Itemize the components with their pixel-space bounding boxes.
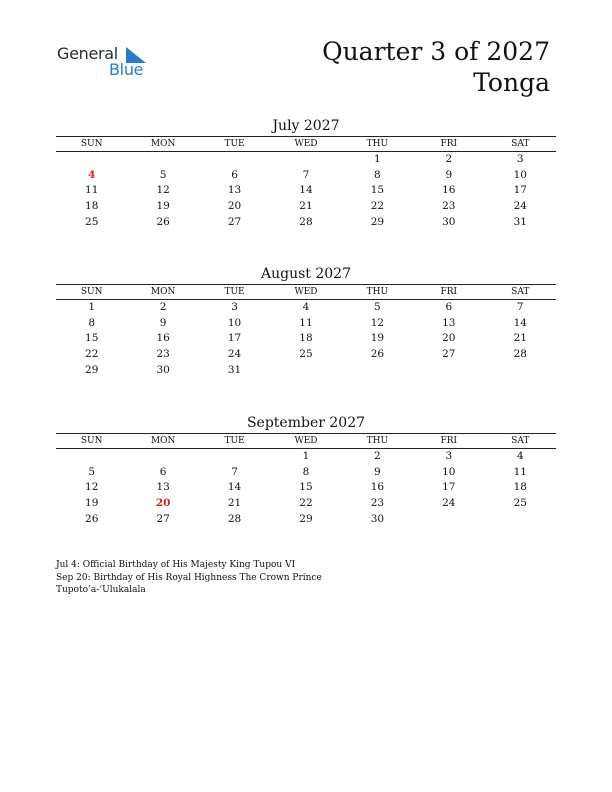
weekday-header-row (56, 137, 556, 152)
day-cell: 22 (370, 200, 385, 213)
day-cell: 28 (513, 348, 527, 361)
day-cell: 3 (516, 153, 524, 165)
day-cell: 10 (442, 465, 456, 478)
day-cell: 16 (442, 184, 456, 197)
day-cell: 20 (155, 497, 171, 510)
day-cell: 25 (85, 215, 99, 228)
day-cell: 22 (85, 348, 99, 361)
holiday-note: Jul 4: Official Birthday of His Majesty King Tupou VI (56, 560, 296, 570)
month-table (56, 433, 556, 528)
weekday-header: SAT (485, 285, 556, 300)
day-cell: 1 (302, 450, 310, 462)
weekday-header: TUE (199, 285, 270, 300)
day-cell: 27 (442, 348, 456, 361)
day-cell: 22 (299, 497, 313, 510)
day-cell: 7 (302, 168, 310, 181)
day-cell: 3 (231, 301, 238, 313)
day-cell: 10 (513, 168, 527, 181)
day-cell: 26 (85, 512, 99, 525)
day-cell: 1 (88, 301, 96, 313)
day-cell: 21 (227, 497, 242, 510)
day-cell: 15 (370, 184, 385, 197)
weekday-header: FRI (413, 285, 484, 300)
day-cell: 2 (159, 301, 167, 313)
month-table (56, 136, 556, 231)
day-cell (56, 449, 127, 465)
weekday-header: MON (127, 434, 198, 449)
day-cell: 11 (513, 465, 527, 478)
weekday-header: THU (342, 434, 413, 449)
week-row (56, 316, 556, 332)
day-cell: 5 (374, 301, 381, 313)
day-cell: 11 (299, 316, 313, 329)
day-cell: 18 (513, 481, 527, 494)
weekday-header: MON (127, 137, 198, 152)
weekday-header-row (56, 285, 556, 300)
day-cell: 3 (445, 450, 453, 462)
day-cell: 24 (442, 497, 456, 510)
week-row (56, 300, 556, 316)
day-cell: 9 (445, 168, 453, 181)
day-cell: 7 (516, 301, 524, 313)
day-cell: 13 (227, 184, 242, 197)
weekday-header: WED (270, 137, 341, 152)
day-cell: 16 (156, 332, 170, 345)
logo-text-general: General (57, 44, 118, 63)
generalblue-logo (57, 44, 167, 84)
day-cell (127, 152, 198, 168)
day-cell: 23 (156, 348, 170, 361)
day-cell: 26 (156, 215, 170, 228)
day-cell: 21 (299, 200, 313, 213)
weekday-header: WED (270, 434, 341, 449)
day-cell: 25 (513, 497, 527, 510)
week-row (56, 449, 556, 465)
day-cell: 17 (227, 332, 242, 345)
day-cell: 15 (299, 481, 313, 494)
day-cell: 8 (374, 168, 381, 181)
week-row (56, 512, 556, 528)
day-cell: 6 (231, 168, 238, 181)
day-cell: 27 (156, 512, 170, 525)
day-cell: 29 (299, 512, 313, 525)
page-header (322, 36, 550, 98)
week-row (56, 215, 556, 231)
day-cell: 20 (227, 200, 242, 213)
day-cell: 26 (370, 348, 385, 361)
day-cell: 31 (513, 215, 527, 228)
day-cell: 6 (159, 465, 167, 478)
day-cell: 10 (227, 316, 242, 329)
week-row (56, 480, 556, 496)
week-row (56, 496, 556, 512)
month-table (56, 284, 556, 379)
month-title: August 2027 (261, 266, 351, 282)
week-row (56, 199, 556, 215)
day-cell (270, 363, 341, 379)
day-cell: 12 (370, 316, 385, 329)
day-cell: 27 (227, 215, 242, 228)
day-cell: 20 (442, 332, 456, 345)
weekday-header: THU (342, 285, 413, 300)
week-row (56, 363, 556, 379)
day-cell: 7 (231, 465, 238, 478)
weekday-header: SUN (56, 137, 127, 152)
day-cell: 31 (227, 363, 242, 376)
weekday-header: THU (342, 137, 413, 152)
day-cell: 30 (370, 512, 385, 525)
day-cell: 8 (302, 465, 310, 478)
day-cell (199, 449, 270, 465)
day-cell: 28 (227, 512, 242, 525)
week-row (56, 168, 556, 184)
country-title: Tonga (473, 68, 550, 97)
day-cell: 19 (370, 332, 385, 345)
day-cell: 24 (227, 348, 242, 361)
day-cell: 21 (513, 332, 527, 345)
day-cell (342, 363, 413, 379)
week-row (56, 152, 556, 168)
week-row (56, 465, 556, 481)
day-cell: 19 (156, 200, 170, 213)
day-cell: 6 (445, 301, 453, 313)
holiday-note: Sep 20: Birthday of His Royal Highness The Crown Prince Tupoto’a-‘Ulukalala (56, 572, 322, 595)
day-cell: 4 (516, 450, 524, 462)
day-cell: 9 (374, 465, 381, 478)
weekday-header: TUE (199, 434, 270, 449)
weekday-header: TUE (199, 137, 270, 152)
day-cell: 14 (299, 184, 313, 197)
month-title: July 2027 (272, 118, 340, 134)
month-calendar (56, 116, 556, 231)
day-cell: 12 (85, 481, 99, 494)
month-calendar (56, 264, 556, 379)
quarter-title: Quarter 3 of 2027 (322, 37, 550, 66)
day-cell: 8 (88, 316, 96, 329)
logo-text-blue: Blue (109, 60, 144, 79)
day-cell: 24 (513, 200, 527, 213)
day-cell: 30 (442, 215, 456, 228)
day-cell: 17 (442, 481, 456, 494)
day-cell: 16 (370, 481, 385, 494)
day-cell: 18 (299, 332, 313, 345)
day-cell: 25 (299, 348, 313, 361)
day-cell: 18 (85, 200, 99, 213)
day-cell (56, 152, 127, 168)
day-cell: 30 (156, 363, 170, 376)
day-cell: 2 (374, 450, 381, 462)
day-cell: 14 (513, 316, 527, 329)
weekday-header: FRI (413, 137, 484, 152)
day-cell: 29 (370, 215, 385, 228)
weekday-header: SUN (56, 285, 127, 300)
month-title: September 2027 (246, 415, 366, 431)
day-cell (127, 449, 198, 465)
day-cell: 14 (227, 481, 242, 494)
day-cell: 15 (85, 332, 99, 345)
day-cell: 1 (374, 153, 381, 165)
day-cell (413, 512, 484, 528)
weekday-header: SAT (485, 137, 556, 152)
day-cell: 13 (156, 481, 170, 494)
day-cell (485, 512, 556, 528)
week-row (56, 183, 556, 199)
day-cell: 13 (442, 316, 456, 329)
day-cell: 11 (85, 184, 99, 197)
weekday-header: SAT (485, 434, 556, 449)
day-cell (270, 152, 341, 168)
day-cell: 2 (445, 153, 453, 165)
day-cell: 17 (513, 184, 527, 197)
week-row (56, 331, 556, 347)
day-cell: 19 (85, 497, 99, 510)
weekday-header: MON (127, 285, 198, 300)
day-cell (485, 363, 556, 379)
holiday-notes (56, 559, 396, 597)
day-cell: 23 (442, 200, 456, 213)
day-cell: 28 (299, 215, 313, 228)
day-cell: 5 (88, 465, 96, 478)
weekday-header: SUN (56, 434, 127, 449)
week-row (56, 347, 556, 363)
day-cell: 9 (159, 316, 167, 329)
day-cell: 5 (159, 168, 167, 181)
weekday-header: WED (270, 285, 341, 300)
day-cell: 29 (85, 363, 99, 376)
day-cell: 4 (302, 301, 310, 313)
day-cell: 12 (156, 184, 170, 197)
day-cell: 4 (88, 168, 96, 181)
day-cell (413, 363, 484, 379)
month-calendar (56, 413, 556, 528)
day-cell: 23 (370, 497, 385, 510)
weekday-header-row (56, 434, 556, 449)
day-cell (199, 152, 270, 168)
weekday-header: FRI (413, 434, 484, 449)
